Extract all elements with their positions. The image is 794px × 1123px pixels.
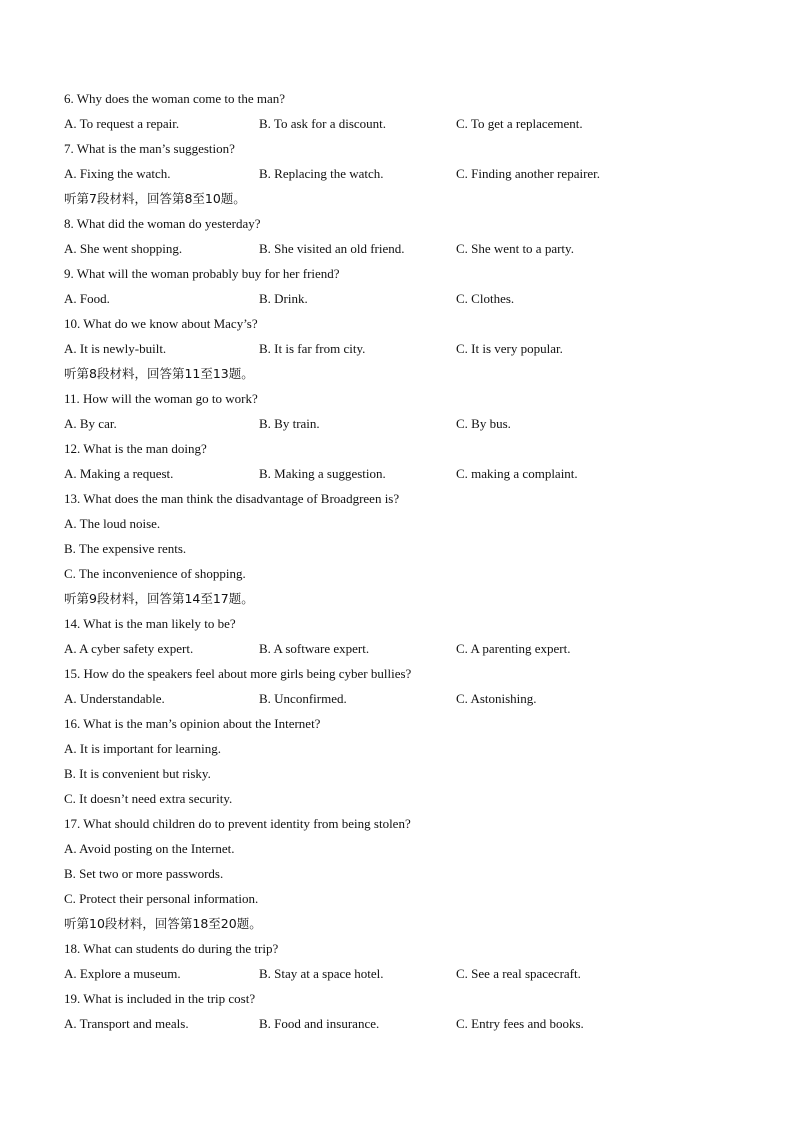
question-14: 14. What is the man likely to be?	[64, 616, 236, 631]
options-6	[64, 115, 744, 140]
option-c: C. See a real spacecraft.	[456, 966, 581, 981]
option-c: C. Clothes.	[456, 291, 515, 306]
question-16: 16. What is the man’s opinion about the Internet?	[64, 716, 321, 731]
section-heading-7: 听第7段材料，回答第8至10题。	[64, 191, 246, 206]
question-18: 18. What can students do during the trip?	[64, 941, 279, 956]
question-7: 7. What is the man’s suggestion?	[64, 141, 235, 156]
option-b: B. Replacing the watch.	[259, 166, 384, 181]
section-heading-8: 听第8段材料，回答第11至13题。	[64, 366, 254, 381]
option-a: A. Understandable.	[64, 691, 165, 706]
option-c: C. Astonishing.	[456, 691, 537, 706]
option-c: C. It is very popular.	[456, 341, 563, 356]
question-9: 9. What will the woman probably buy for her friend?	[64, 266, 340, 281]
option-c: C. A parenting expert.	[456, 641, 571, 656]
option-b: B. A software expert.	[259, 641, 370, 656]
option-b: B. Unconfirmed.	[259, 691, 347, 706]
option-a: A. It is newly-built.	[64, 341, 167, 356]
option-b: B. It is far from city.	[259, 341, 366, 356]
option-b: B. Food and insurance.	[259, 1016, 380, 1031]
question-8: 8. What did the woman do yesterday?	[64, 216, 261, 231]
option-16-c: C. It doesn’t need extra security.	[64, 791, 233, 806]
option-c: C. She went to a party.	[456, 241, 574, 256]
options-18	[64, 965, 744, 990]
option-a: A. To request a repair.	[64, 116, 180, 131]
options-9	[64, 290, 744, 315]
option-17-a: A. Avoid posting on the Internet.	[64, 841, 235, 856]
question-11: 11. How will the woman go to work?	[64, 391, 258, 406]
section-heading-10: 听第10段材料，回答第18至20题。	[64, 916, 262, 931]
option-c: C. Entry fees and books.	[456, 1016, 584, 1031]
option-c: C. To get a replacement.	[456, 116, 583, 131]
option-c: C. making a complaint.	[456, 466, 578, 481]
question-6: 6. Why does the woman come to the man?	[64, 91, 286, 106]
options-19	[64, 1015, 744, 1040]
option-a: A. She went shopping.	[64, 241, 183, 256]
option-a: A. Making a request.	[64, 466, 174, 481]
question-19: 19. What is included in the trip cost?	[64, 991, 256, 1006]
options-7	[64, 165, 744, 190]
option-16-a: A. It is important for learning.	[64, 741, 222, 756]
question-12: 12. What is the man doing?	[64, 441, 207, 456]
option-a: A. Fixing the watch.	[64, 166, 171, 181]
option-a: A. By car.	[64, 416, 117, 431]
question-17: 17. What should children do to prevent identity from being stolen?	[64, 816, 411, 831]
option-a: A. Explore a museum.	[64, 966, 181, 981]
section-heading-9: 听第9段材料，回答第14至17题。	[64, 591, 254, 606]
option-17-b: B. Set two or more passwords.	[64, 866, 224, 881]
question-13: 13. What does the man think the disadvantage of Broadgreen is?	[64, 491, 400, 506]
option-13-a: A. The loud noise.	[64, 516, 161, 531]
question-10: 10. What do we know about Macy’s?	[64, 316, 258, 331]
option-c: C. By bus.	[456, 416, 511, 431]
option-a: A. A cyber safety expert.	[64, 641, 194, 656]
option-a: A. Food.	[64, 291, 110, 306]
option-c: C. Finding another repairer.	[456, 166, 601, 181]
options-14	[64, 640, 744, 665]
options-15	[64, 690, 744, 715]
option-b: B. Making a suggestion.	[259, 466, 386, 481]
option-b: B. Stay at a space hotel.	[259, 966, 384, 981]
option-16-b: B. It is convenient but risky.	[64, 766, 211, 781]
option-b: B. By train.	[259, 416, 320, 431]
option-13-b: B. The expensive rents.	[64, 541, 187, 556]
options-12	[64, 465, 744, 490]
option-13-c: C. The inconvenience of shopping.	[64, 566, 246, 581]
option-b: B. To ask for a discount.	[259, 116, 387, 131]
question-15: 15. How do the speakers feel about more girls being cyber bullies?	[64, 666, 412, 681]
options-10	[64, 340, 744, 365]
option-a: A. Transport and meals.	[64, 1016, 189, 1031]
exam-page	[64, 90, 744, 1040]
option-b: B. Drink.	[259, 291, 308, 306]
option-17-c: C. Protect their personal information.	[64, 891, 259, 906]
options-8	[64, 240, 744, 265]
option-b: B. She visited an old friend.	[259, 241, 405, 256]
options-11	[64, 415, 744, 440]
